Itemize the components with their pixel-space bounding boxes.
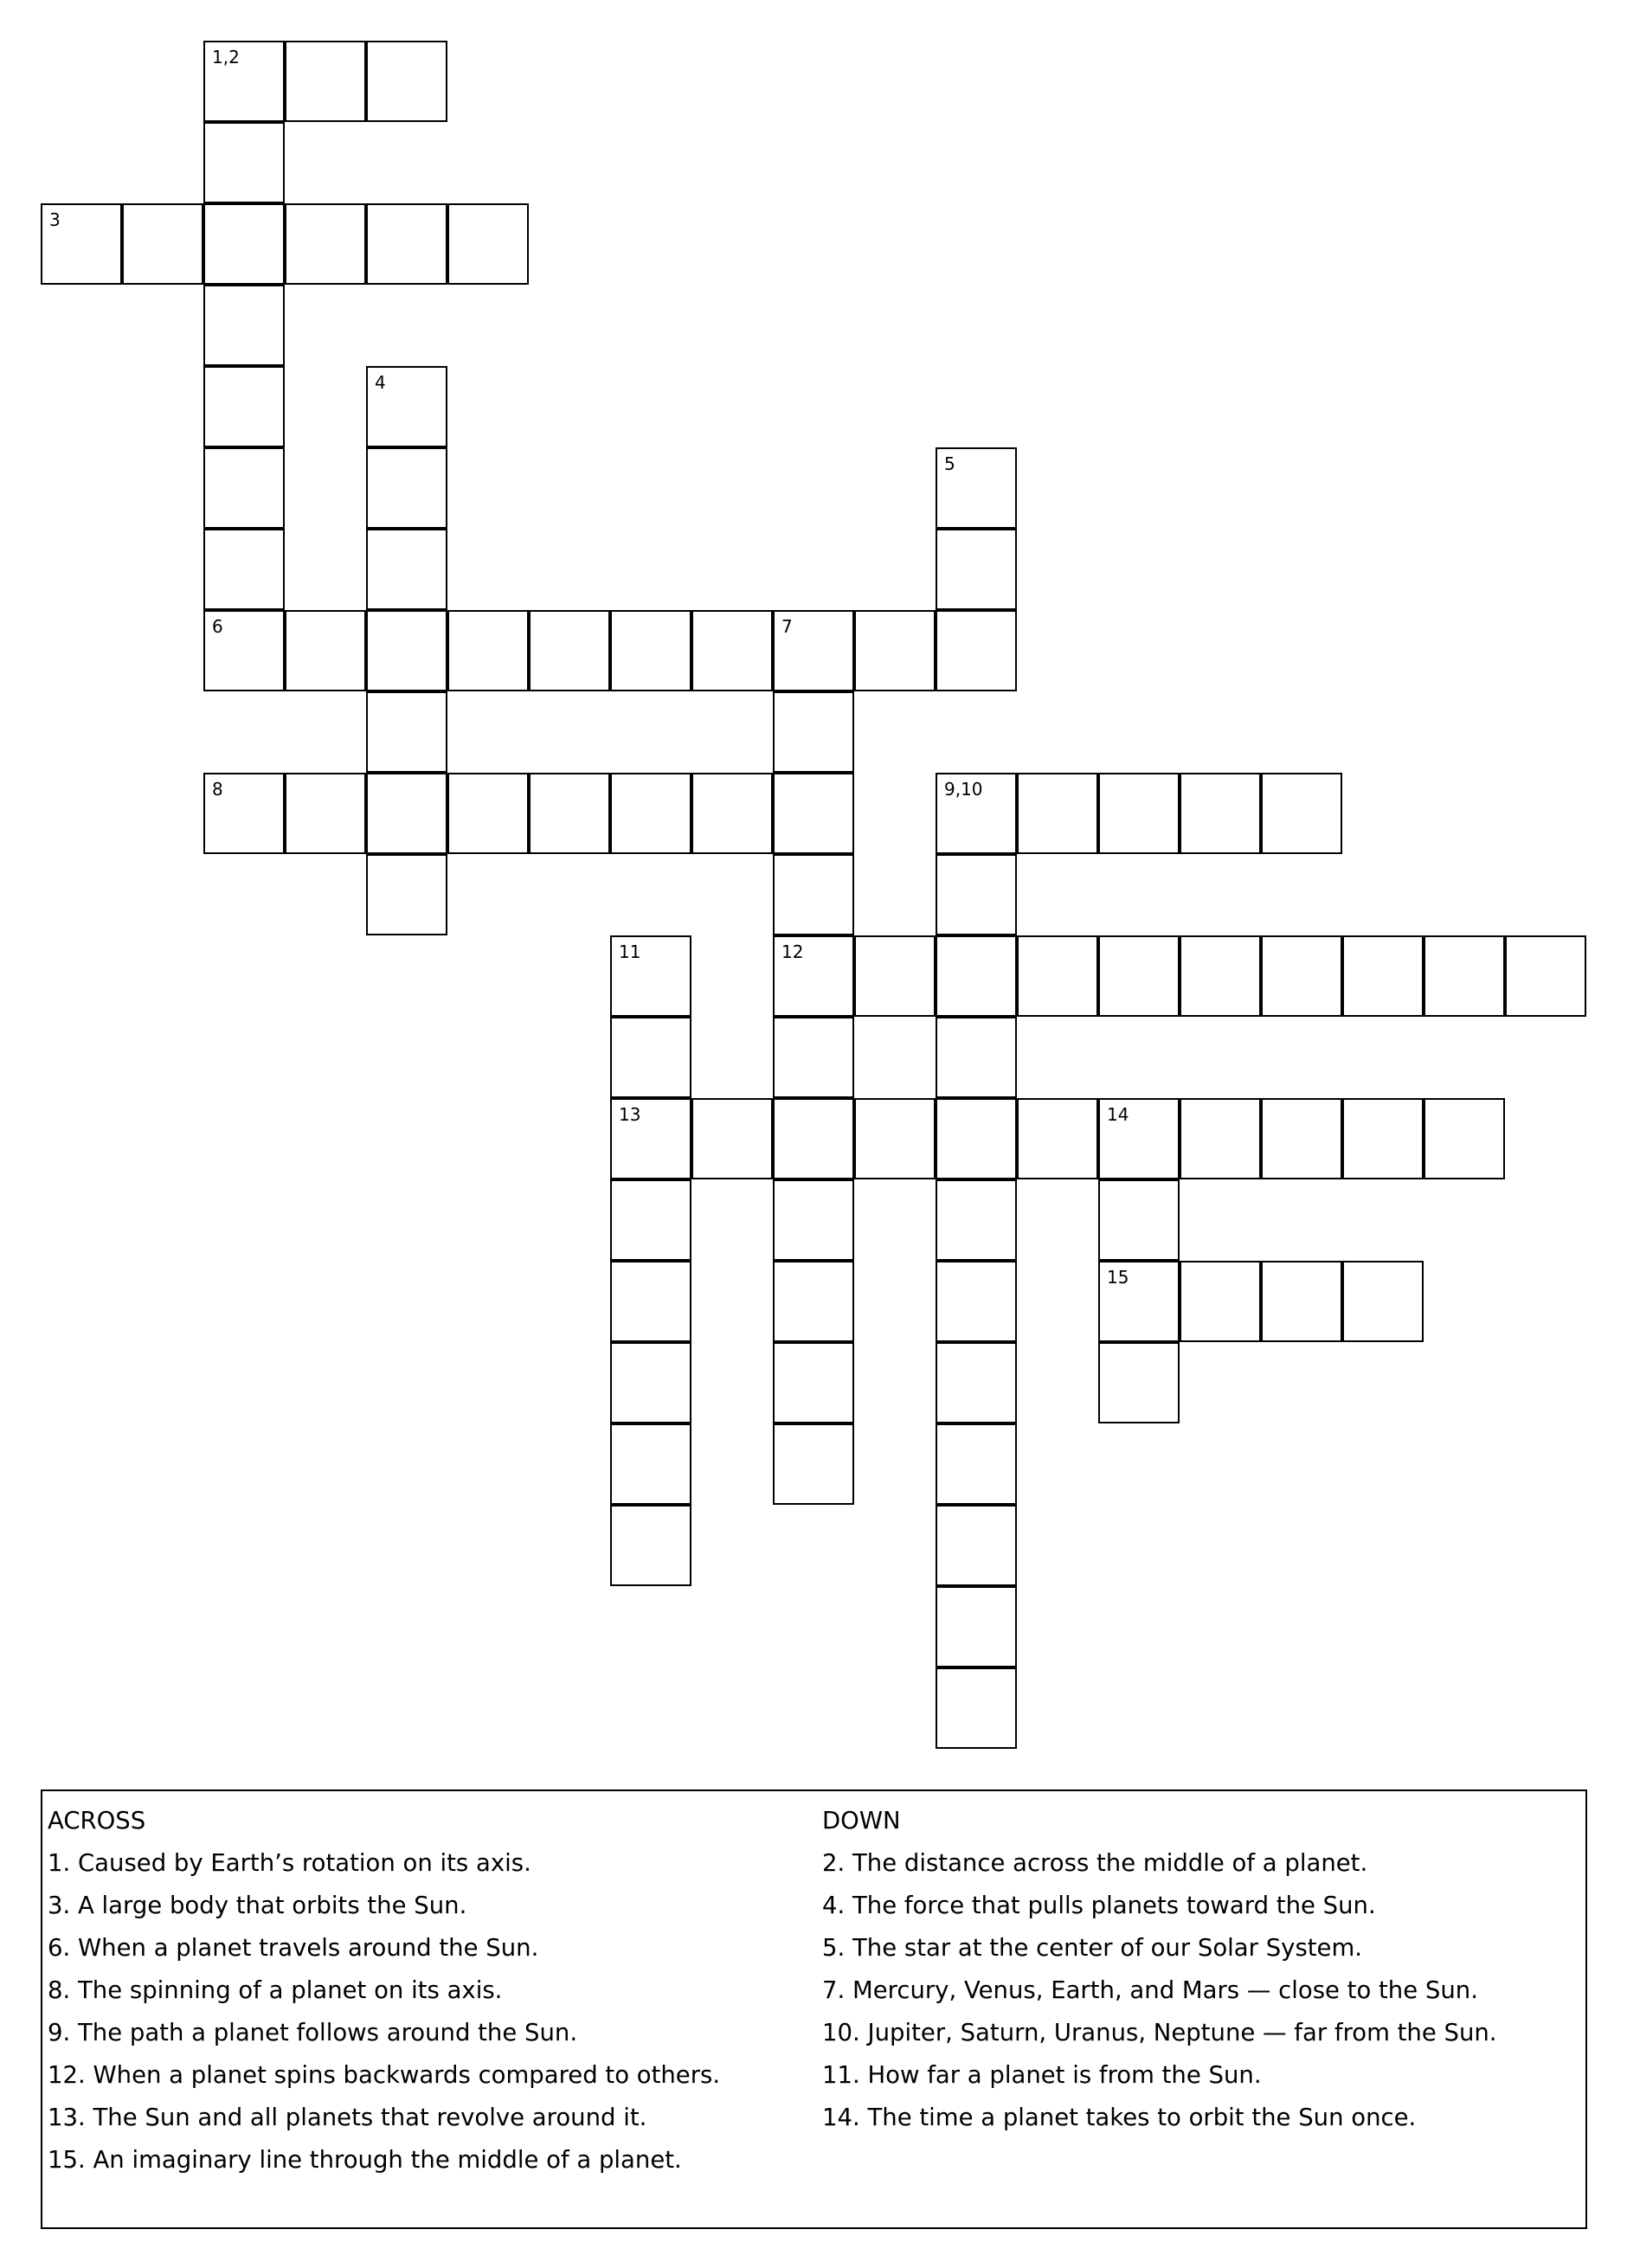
grid-cell[interactable]: [1342, 1261, 1424, 1342]
grid-cell[interactable]: [773, 1261, 854, 1342]
grid-cell[interactable]: [773, 854, 854, 935]
across-clue: 8. The spinning of a planet on its axis.: [48, 1976, 503, 2004]
across-clues: [48, 1800, 720, 2181]
grid-cell[interactable]: [203, 122, 285, 203]
grid-cell[interactable]: [366, 854, 447, 935]
grid-cell[interactable]: [936, 1098, 1017, 1179]
cell-number: 5: [944, 453, 955, 474]
grid-cell[interactable]: [203, 447, 285, 529]
across-clue: 3. A large body that orbits the Sun.: [48, 1892, 467, 1919]
grid-cell[interactable]: [610, 773, 691, 854]
grid-cell[interactable]: [936, 773, 1017, 854]
cell-number: 4: [375, 372, 386, 393]
grid-cell[interactable]: [1098, 935, 1180, 1017]
grid-cell[interactable]: [366, 529, 447, 610]
cell-number: 1,2: [212, 47, 240, 67]
down-clue: 14. The time a planet takes to orbit the Sun once.: [822, 2104, 1417, 2131]
grid-cell[interactable]: [366, 691, 447, 773]
grid-cell[interactable]: [1098, 1342, 1180, 1423]
grid-cell[interactable]: [610, 1179, 691, 1261]
grid-cell[interactable]: [1098, 773, 1180, 854]
grid-cell[interactable]: [203, 773, 285, 854]
grid-cell[interactable]: [1180, 1261, 1261, 1342]
grid-cell[interactable]: [773, 773, 854, 854]
grid-cell[interactable]: [1017, 773, 1098, 854]
grid-cell[interactable]: [285, 610, 366, 691]
across-heading: ACROSS: [48, 1807, 146, 1834]
cell-number: 6: [212, 616, 223, 637]
grid-cell[interactable]: [936, 935, 1017, 1017]
grid-cell[interactable]: [773, 935, 854, 1017]
grid-cell[interactable]: [773, 1017, 854, 1098]
grid-cell[interactable]: [610, 935, 691, 1017]
cell-number: 14: [1107, 1104, 1129, 1125]
grid-cell[interactable]: [366, 447, 447, 529]
grid-cell[interactable]: [285, 203, 366, 285]
grid-cell[interactable]: [203, 203, 285, 285]
grid-cell[interactable]: [366, 773, 447, 854]
grid-cell[interactable]: [447, 203, 529, 285]
grid-cell[interactable]: [936, 529, 1017, 610]
grid-cell[interactable]: [1180, 935, 1261, 1017]
grid-cell[interactable]: [1017, 1098, 1098, 1179]
grid-cell[interactable]: [1180, 773, 1261, 854]
grid-cell[interactable]: [122, 203, 203, 285]
grid-cell[interactable]: [1098, 1179, 1180, 1261]
across-clue: 15. An imaginary line through the middle of a planet.: [48, 2146, 682, 2174]
grid-cell[interactable]: [854, 935, 936, 1017]
grid-cell[interactable]: [936, 1017, 1017, 1098]
cell-number: 12: [781, 941, 804, 962]
across-clue: 6. When a planet travels around the Sun.: [48, 1934, 539, 1962]
grid-cell[interactable]: [203, 285, 285, 366]
grid-cell[interactable]: [1342, 935, 1424, 1017]
clues-box: [41, 1789, 1587, 2229]
grid-cell[interactable]: [447, 773, 529, 854]
grid-cell[interactable]: [610, 1017, 691, 1098]
cell-number: 7: [781, 616, 793, 637]
grid-cell[interactable]: [773, 1098, 854, 1179]
cell-number: 15: [1107, 1267, 1129, 1288]
grid-cell[interactable]: [773, 691, 854, 773]
grid-cell[interactable]: [773, 1342, 854, 1423]
grid-cell[interactable]: [936, 1261, 1017, 1342]
grid-cell[interactable]: [610, 1261, 691, 1342]
grid-cell[interactable]: [41, 203, 122, 285]
grid-cell[interactable]: [1342, 1098, 1424, 1179]
down-clue: 2. The distance across the middle of a planet.: [822, 1849, 1368, 1877]
grid-cell[interactable]: [366, 610, 447, 691]
grid-cell[interactable]: [203, 41, 285, 122]
grid-cell[interactable]: [203, 529, 285, 610]
grid-cell[interactable]: [936, 447, 1017, 529]
grid-cell[interactable]: [691, 773, 773, 854]
cell-number: 9,10: [944, 779, 983, 800]
grid-cell[interactable]: [936, 854, 1017, 935]
grid-cell[interactable]: [936, 1586, 1017, 1667]
grid-cell[interactable]: [529, 773, 610, 854]
grid-cell[interactable]: [366, 203, 447, 285]
across-clue: 9. The path a planet follows around the Sun.: [48, 2019, 578, 2046]
grid-cell[interactable]: [1261, 773, 1342, 854]
grid-cell[interactable]: [610, 610, 691, 691]
grid-cell[interactable]: [529, 610, 610, 691]
grid-cell[interactable]: [203, 366, 285, 447]
grid-cell[interactable]: [854, 1098, 936, 1179]
grid-cell[interactable]: [936, 1342, 1017, 1423]
grid-cell[interactable]: [366, 366, 447, 447]
grid-cell[interactable]: [1017, 935, 1098, 1017]
down-clue: 7. Mercury, Venus, Earth, and Mars — close to the Sun.: [822, 1976, 1478, 2004]
grid-cell[interactable]: [203, 610, 285, 691]
grid-cell[interactable]: [610, 1098, 691, 1179]
grid-cell[interactable]: [285, 773, 366, 854]
grid-cell[interactable]: [285, 41, 366, 122]
grid-cell[interactable]: [1424, 1098, 1505, 1179]
grid-cell[interactable]: [773, 1179, 854, 1261]
grid-cell[interactable]: [691, 610, 773, 691]
grid-cell[interactable]: [1424, 935, 1505, 1017]
down-clue: 11. How far a planet is from the Sun.: [822, 2061, 1262, 2089]
across-clue: 13. The Sun and all planets that revolve around it.: [48, 2104, 647, 2131]
grid-cell[interactable]: [1098, 1098, 1180, 1179]
down-clue: 5. The star at the center of our Solar System.: [822, 1934, 1363, 1962]
grid-cell[interactable]: [447, 610, 529, 691]
cell-number: 8: [212, 779, 223, 800]
down-clues: [822, 1800, 1497, 2139]
grid-cell[interactable]: [773, 610, 854, 691]
grid-cell[interactable]: [773, 1423, 854, 1505]
down-heading: DOWN: [822, 1807, 901, 1834]
grid-cell[interactable]: [1098, 1261, 1180, 1342]
grid-cell[interactable]: [1261, 1261, 1342, 1342]
grid-cell[interactable]: [1261, 935, 1342, 1017]
grid-cell[interactable]: [366, 41, 447, 122]
across-clue: 12. When a planet spins backwards compared to others.: [48, 2061, 721, 2089]
down-clue: 4. The force that pulls planets toward the Sun.: [822, 1892, 1376, 1919]
grid-cell[interactable]: [691, 1098, 773, 1179]
grid-cell[interactable]: [854, 610, 936, 691]
grid-cell[interactable]: [936, 1505, 1017, 1586]
grid-cell[interactable]: [1505, 935, 1586, 1017]
down-clue: 10. Jupiter, Saturn, Uranus, Neptune — far from the Sun.: [822, 2019, 1497, 2046]
cell-number: 13: [619, 1104, 641, 1125]
grid-cell[interactable]: [610, 1423, 691, 1505]
grid-cell[interactable]: [610, 1505, 691, 1586]
grid-cell[interactable]: [610, 1342, 691, 1423]
grid-cell[interactable]: [936, 1179, 1017, 1261]
grid-cell[interactable]: [936, 1667, 1017, 1749]
grid-cell[interactable]: [1261, 1098, 1342, 1179]
grid-cell[interactable]: [936, 1423, 1017, 1505]
cell-number: 3: [49, 209, 61, 230]
cell-number: 11: [619, 941, 641, 962]
across-clue: 1. Caused by Earth’s rotation on its axis.: [48, 1849, 531, 1877]
grid-cell[interactable]: [1180, 1098, 1261, 1179]
grid-cell[interactable]: [936, 610, 1017, 691]
